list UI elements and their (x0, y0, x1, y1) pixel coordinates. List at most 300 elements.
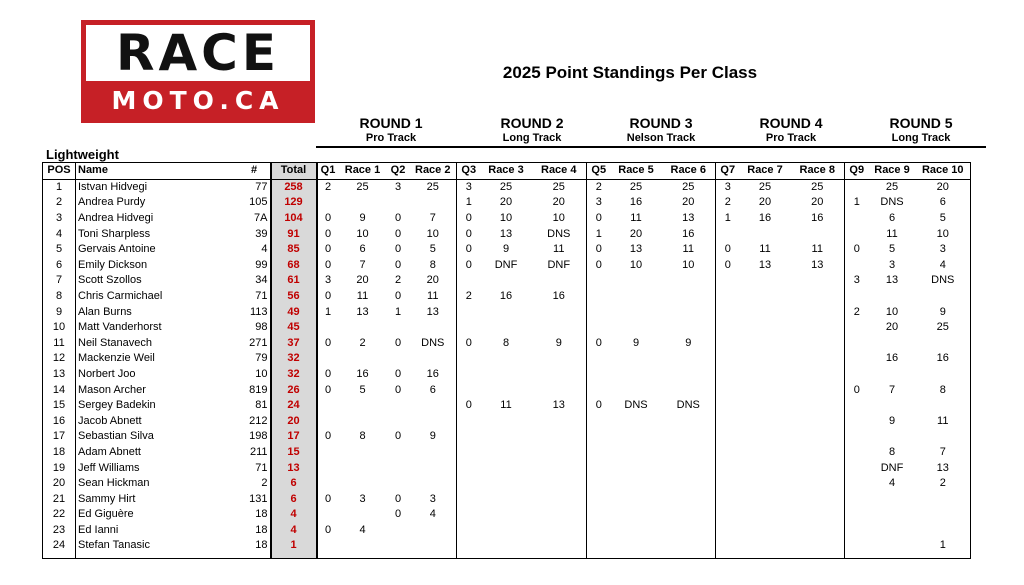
cell-race-4 (532, 460, 587, 476)
cell-q3: 0 (457, 226, 481, 242)
cell-race-8 (791, 523, 845, 539)
table-row (43, 226, 971, 242)
cell-q5 (587, 367, 611, 383)
cell-q9 (845, 445, 869, 461)
cell-q5 (587, 351, 611, 367)
cell-race-2: 10 (426, 227, 439, 240)
cell-race-9 (869, 507, 916, 523)
cell-race-6 (662, 367, 716, 383)
table-row (43, 304, 971, 320)
cell-q5 (587, 491, 611, 507)
cell-race-9: 10 (885, 305, 899, 318)
cell-race-7: 16 (758, 212, 772, 225)
cell-race-4 (532, 351, 587, 367)
cell-q5: 0 (587, 242, 611, 258)
cell-race-2: 8 (429, 258, 436, 271)
cell-race-1 (339, 476, 387, 492)
round-3-name: ROUND 3 (629, 115, 693, 131)
cell-race-3 (481, 414, 532, 430)
cell-race-7 (740, 523, 791, 539)
cell-q9: 1 (845, 195, 869, 211)
cell-race-3: 9 (502, 243, 510, 256)
cell-q5 (587, 507, 611, 523)
cell-race-5 (611, 523, 662, 539)
cell-race-10: 9 (916, 304, 971, 320)
cell-pos: 19 (43, 460, 76, 476)
table-header-row (43, 163, 971, 180)
cell-race-5: 11 (630, 212, 642, 225)
cell-race-9: DNS (880, 196, 904, 209)
table-row (43, 523, 971, 539)
cell-race-4 (532, 367, 587, 383)
cell-race-3 (481, 273, 532, 289)
cell-race-8: 16 (811, 212, 824, 225)
cell-q5 (587, 289, 611, 305)
cell-q2: 0 (394, 508, 402, 521)
cell-race-7 (740, 445, 791, 461)
cell-race-5 (611, 367, 662, 383)
cell-q1: 0 (317, 429, 339, 445)
cell-race-3: 16 (499, 290, 513, 303)
cell-q1 (317, 445, 339, 461)
cell-race-6: 20 (682, 196, 695, 209)
cell-race-7: 13 (758, 258, 772, 271)
header-race-4: Race 4 (532, 163, 587, 180)
cell-number: 198 (249, 430, 268, 443)
cell-q1: 0 (317, 367, 339, 383)
cell-total: 56 (271, 289, 317, 305)
cell-pos: 21 (43, 491, 76, 507)
cell-race-10 (916, 523, 971, 539)
header-pos: POS (43, 163, 76, 180)
cell-number: 7A (254, 212, 268, 225)
round-4-header (736, 115, 846, 146)
cell-race-9 (869, 367, 916, 383)
cell-number: 71 (255, 290, 268, 303)
header-race-9: Race 9 (869, 163, 916, 180)
cell-race-10 (916, 336, 971, 352)
cell-pos: 22 (43, 507, 76, 523)
race-moto-logo (81, 20, 315, 123)
header-q9: Q9 (845, 163, 869, 180)
cell-q3 (457, 507, 481, 523)
cell-race-5: 13 (629, 243, 643, 256)
cell-q1 (317, 320, 339, 336)
cell-q5 (587, 382, 611, 398)
cell-race-7: 25 (758, 180, 772, 193)
cell-q2 (387, 523, 410, 539)
cell-pos: 10 (43, 320, 76, 336)
cell-q1: 0 (317, 242, 339, 258)
cell-q5 (587, 304, 611, 320)
cell-race-2: 25 (426, 180, 439, 193)
cell-race-10: 6 (916, 195, 971, 211)
cell-q9 (845, 460, 869, 476)
cell-q1: 0 (317, 382, 339, 398)
cell-race-6 (662, 523, 716, 539)
cell-race-10 (916, 429, 971, 445)
cell-race-7 (740, 398, 791, 414)
cell-race-9: 20 (885, 321, 899, 334)
cell-race-3: 20 (499, 196, 513, 209)
cell-q7 (716, 414, 740, 430)
cell-race-3 (481, 445, 532, 461)
cell-race-3 (481, 382, 532, 398)
cell-q7 (716, 320, 740, 336)
cell-race-7 (740, 289, 791, 305)
cell-race-5 (611, 429, 662, 445)
cell-race-2: 11 (427, 290, 439, 303)
cell-race-5 (611, 289, 662, 305)
cell-race-8 (791, 476, 845, 492)
cell-q3: 0 (457, 336, 481, 352)
cell-q1 (317, 414, 339, 430)
cell-race-6 (662, 491, 716, 507)
cell-race-2: 9 (429, 430, 436, 443)
cell-total: 37 (271, 336, 317, 352)
cell-race-6 (662, 320, 716, 336)
cell-q5 (587, 429, 611, 445)
cell-q7: 0 (716, 242, 740, 258)
cell-number: 71 (255, 461, 268, 474)
round-1-name: ROUND 1 (359, 115, 423, 131)
cell-q5 (587, 538, 611, 559)
cell-number: 99 (255, 258, 268, 271)
cell-race-1: 6 (359, 243, 366, 256)
cell-q7 (716, 226, 740, 242)
cell-race-2: 16 (426, 368, 439, 381)
cell-race-3: 13 (499, 227, 513, 240)
cell-q7 (716, 460, 740, 476)
cell-q3 (457, 414, 481, 430)
cell-pos: 17 (43, 429, 76, 445)
cell-race-2: 6 (429, 383, 436, 396)
cell-q3 (457, 320, 481, 336)
cell-q5 (587, 523, 611, 539)
cell-race-5 (611, 382, 662, 398)
cell-race-10: 7 (916, 445, 971, 461)
cell-race-10: DNS (916, 273, 971, 289)
cell-q7: 0 (716, 258, 740, 274)
class-label: Lightweight (46, 147, 119, 162)
cell-pos: 5 (43, 242, 76, 258)
cell-q9 (845, 258, 869, 274)
cell-pos: 16 (43, 414, 76, 430)
cell-number: 18 (239, 538, 271, 559)
cell-race-5 (611, 304, 662, 320)
cell-race-5 (611, 507, 662, 523)
cell-race-9: 16 (885, 352, 899, 365)
cell-race-1: 9 (359, 212, 366, 225)
cell-q5: 3 (587, 195, 611, 211)
round-3-track: Nelson Track (626, 132, 696, 144)
cell-q9 (845, 476, 869, 492)
cell-pos: 24 (43, 538, 76, 559)
cell-race-2: 4 (429, 508, 436, 521)
cell-pos: 12 (43, 351, 76, 367)
cell-total: 4 (271, 507, 317, 523)
cell-race-10: 4 (916, 258, 971, 274)
cell-race-6 (662, 507, 716, 523)
cell-pos: 6 (43, 258, 76, 274)
cell-race-3 (481, 491, 532, 507)
cell-race-2: 20 (426, 274, 439, 287)
cell-race-8 (791, 289, 845, 305)
cell-q9: 0 (845, 382, 869, 398)
cell-q1 (317, 398, 339, 414)
cell-race-5 (611, 273, 662, 289)
cell-q2 (387, 445, 410, 461)
cell-q3 (457, 538, 481, 559)
cell-total: 49 (271, 304, 317, 320)
cell-race-3: DNF (494, 258, 518, 271)
cell-race-5 (611, 538, 662, 559)
cell-race-9 (869, 429, 916, 445)
cell-q5: 0 (587, 398, 611, 414)
cell-total: 32 (271, 367, 317, 383)
cell-race-6 (662, 538, 716, 559)
cell-race-7 (740, 491, 791, 507)
cell-race-4 (532, 491, 587, 507)
cell-race-7: 20 (758, 196, 772, 209)
cell-race-10: 10 (916, 226, 971, 242)
cell-race-8 (791, 273, 845, 289)
cell-total: 17 (271, 429, 317, 445)
cell-race-3: 11 (500, 399, 512, 412)
cell-q1: 0 (317, 523, 339, 539)
cell-race-1 (339, 414, 387, 430)
cell-race-7 (740, 320, 791, 336)
cell-name: Toni Sharpless (76, 226, 239, 242)
cell-q2 (387, 538, 410, 559)
cell-race-2 (410, 445, 457, 461)
cell-total: 32 (271, 351, 317, 367)
cell-race-3 (481, 523, 532, 539)
cell-q7 (716, 289, 740, 305)
cell-race-4 (532, 523, 587, 539)
header-number: # (239, 163, 271, 180)
cell-race-1: 4 (359, 523, 366, 536)
cell-name: Stefan Tanasic (76, 538, 239, 559)
cell-race-1: 8 (359, 430, 366, 443)
cell-q7 (716, 523, 740, 539)
table-row (43, 273, 971, 289)
cell-total: 129 (271, 195, 317, 211)
cell-race-1: 20 (356, 274, 369, 287)
cell-race-3: 10 (499, 212, 513, 225)
header-q3: Q3 (457, 163, 481, 180)
cell-race-1 (339, 445, 387, 461)
cell-race-4 (532, 538, 587, 559)
cell-q5: 0 (587, 336, 611, 352)
cell-q9 (845, 523, 869, 539)
cell-race-7 (740, 304, 791, 320)
cell-race-2 (410, 398, 457, 414)
cell-race-9: 25 (885, 180, 899, 193)
cell-race-7 (740, 351, 791, 367)
header-race-10: Race 10 (916, 163, 971, 180)
cell-race-4: 16 (552, 290, 565, 303)
cell-q3: 0 (457, 211, 481, 227)
cell-name: Adam Abnett (76, 445, 239, 461)
cell-q9: 0 (845, 242, 869, 258)
cell-race-9: 13 (885, 274, 899, 287)
round-2-name: ROUND 2 (500, 115, 564, 131)
cell-q3 (457, 351, 481, 367)
cell-total: 6 (271, 476, 317, 492)
cell-total: 26 (271, 382, 317, 398)
cell-pos: 9 (43, 304, 76, 320)
cell-q2 (387, 460, 410, 476)
cell-q1 (317, 476, 339, 492)
cell-race-4 (532, 320, 587, 336)
cell-race-9: 3 (888, 258, 896, 271)
cell-number: 98 (255, 321, 268, 334)
cell-q7: 1 (716, 211, 740, 227)
cell-q9: 3 (845, 273, 869, 289)
cell-q5: 0 (587, 258, 611, 274)
cell-race-9: 11 (886, 227, 898, 240)
table-row (43, 398, 971, 414)
cell-q5: 2 (587, 179, 611, 195)
cell-race-3 (481, 320, 532, 336)
cell-total: 104 (271, 211, 317, 227)
cell-race-6: 10 (682, 258, 695, 271)
cell-race-2: 7 (429, 212, 436, 225)
cell-race-6: 25 (682, 180, 695, 193)
cell-race-3 (481, 429, 532, 445)
cell-race-4 (532, 429, 587, 445)
cell-q9 (845, 367, 869, 383)
header-race-2: Race 2 (410, 163, 457, 180)
cell-race-3 (481, 476, 532, 492)
cell-pos: 3 (43, 211, 76, 227)
cell-race-7 (740, 538, 791, 559)
round-2-header (477, 115, 587, 146)
cell-q7 (716, 336, 740, 352)
cell-race-6 (662, 445, 716, 461)
cell-race-2 (410, 414, 457, 430)
cell-number: 10 (255, 368, 268, 381)
page-title: 2025 Point Standings Per Class (502, 63, 758, 82)
cell-race-4 (532, 507, 587, 523)
table-row (43, 382, 971, 398)
cell-race-5 (611, 351, 662, 367)
cell-q9 (845, 429, 869, 445)
cell-q2: 0 (394, 243, 402, 256)
cell-race-2: 5 (429, 243, 436, 256)
cell-name: Jeff Williams (76, 460, 239, 476)
cell-q5 (587, 414, 611, 430)
cell-q1: 3 (317, 273, 339, 289)
cell-q3: 0 (457, 258, 481, 274)
cell-race-1: 3 (359, 492, 366, 505)
header-race-7: Race 7 (740, 163, 791, 180)
cell-q2: 0 (394, 212, 402, 225)
table-row (43, 179, 971, 195)
cell-q3: 0 (457, 242, 481, 258)
cell-total: 85 (271, 242, 317, 258)
cell-total: 15 (271, 445, 317, 461)
cell-race-2 (410, 460, 457, 476)
cell-q9 (845, 507, 869, 523)
cell-total: 61 (271, 273, 317, 289)
cell-q9 (845, 491, 869, 507)
cell-race-1: 5 (359, 383, 366, 396)
round-1-track: Pro Track (365, 132, 417, 144)
cell-pos: 15 (43, 398, 76, 414)
cell-race-4: DNF (547, 258, 571, 271)
cell-race-5 (611, 460, 662, 476)
cell-race-6: DNS (676, 399, 700, 412)
cell-q7 (716, 507, 740, 523)
cell-race-3 (481, 538, 532, 559)
cell-race-4: 9 (555, 336, 562, 349)
cell-q7 (716, 398, 740, 414)
cell-q3: 3 (457, 179, 481, 195)
cell-name: Sean Hickman (76, 476, 239, 492)
cell-q7 (716, 491, 740, 507)
cell-race-6 (662, 304, 716, 320)
cell-pos: 8 (43, 289, 76, 305)
cell-name: Mason Archer (76, 382, 239, 398)
cell-race-6 (662, 382, 716, 398)
cell-race-3 (481, 304, 532, 320)
header-race-8: Race 8 (791, 163, 845, 180)
cell-race-8 (791, 336, 845, 352)
cell-name: Sebastian Silva (76, 429, 239, 445)
cell-q9 (845, 398, 869, 414)
cell-name: Sergey Badekin (76, 398, 239, 414)
cell-number: 79 (255, 352, 268, 365)
cell-q2 (387, 414, 410, 430)
cell-pos: 11 (43, 336, 76, 352)
cell-q3 (457, 429, 481, 445)
cell-name: Andrea Hidvegi (76, 211, 239, 227)
table-row (43, 476, 971, 492)
cell-race-4 (532, 414, 587, 430)
cell-race-7 (740, 414, 791, 430)
cell-total: 91 (271, 226, 317, 242)
header-q1: Q1 (317, 163, 339, 180)
header-name: Name (76, 163, 239, 180)
cell-q2: 0 (394, 227, 402, 240)
cell-race-1 (339, 538, 387, 559)
table-row (43, 507, 971, 523)
cell-q3: 2 (457, 289, 481, 305)
cell-race-7 (740, 460, 791, 476)
cell-race-2 (410, 351, 457, 367)
cell-race-4 (532, 304, 587, 320)
cell-race-1: 2 (359, 336, 366, 349)
cell-q9 (845, 538, 869, 559)
cell-total: 4 (271, 523, 317, 539)
cell-race-1 (339, 507, 387, 523)
cell-race-9: 7 (888, 383, 896, 396)
cell-q3 (457, 273, 481, 289)
round-1-header (336, 115, 446, 146)
cell-race-2: DNS (421, 336, 445, 349)
cell-race-9 (869, 336, 916, 352)
cell-name: Istvan Hidvegi (76, 179, 239, 195)
cell-number: 113 (249, 305, 268, 318)
table-row (43, 538, 971, 559)
header-q7: Q7 (716, 163, 740, 180)
cell-q1: 1 (317, 304, 339, 320)
cell-race-5 (611, 414, 662, 430)
round-5-header (866, 115, 976, 146)
cell-q7: 2 (716, 195, 740, 211)
